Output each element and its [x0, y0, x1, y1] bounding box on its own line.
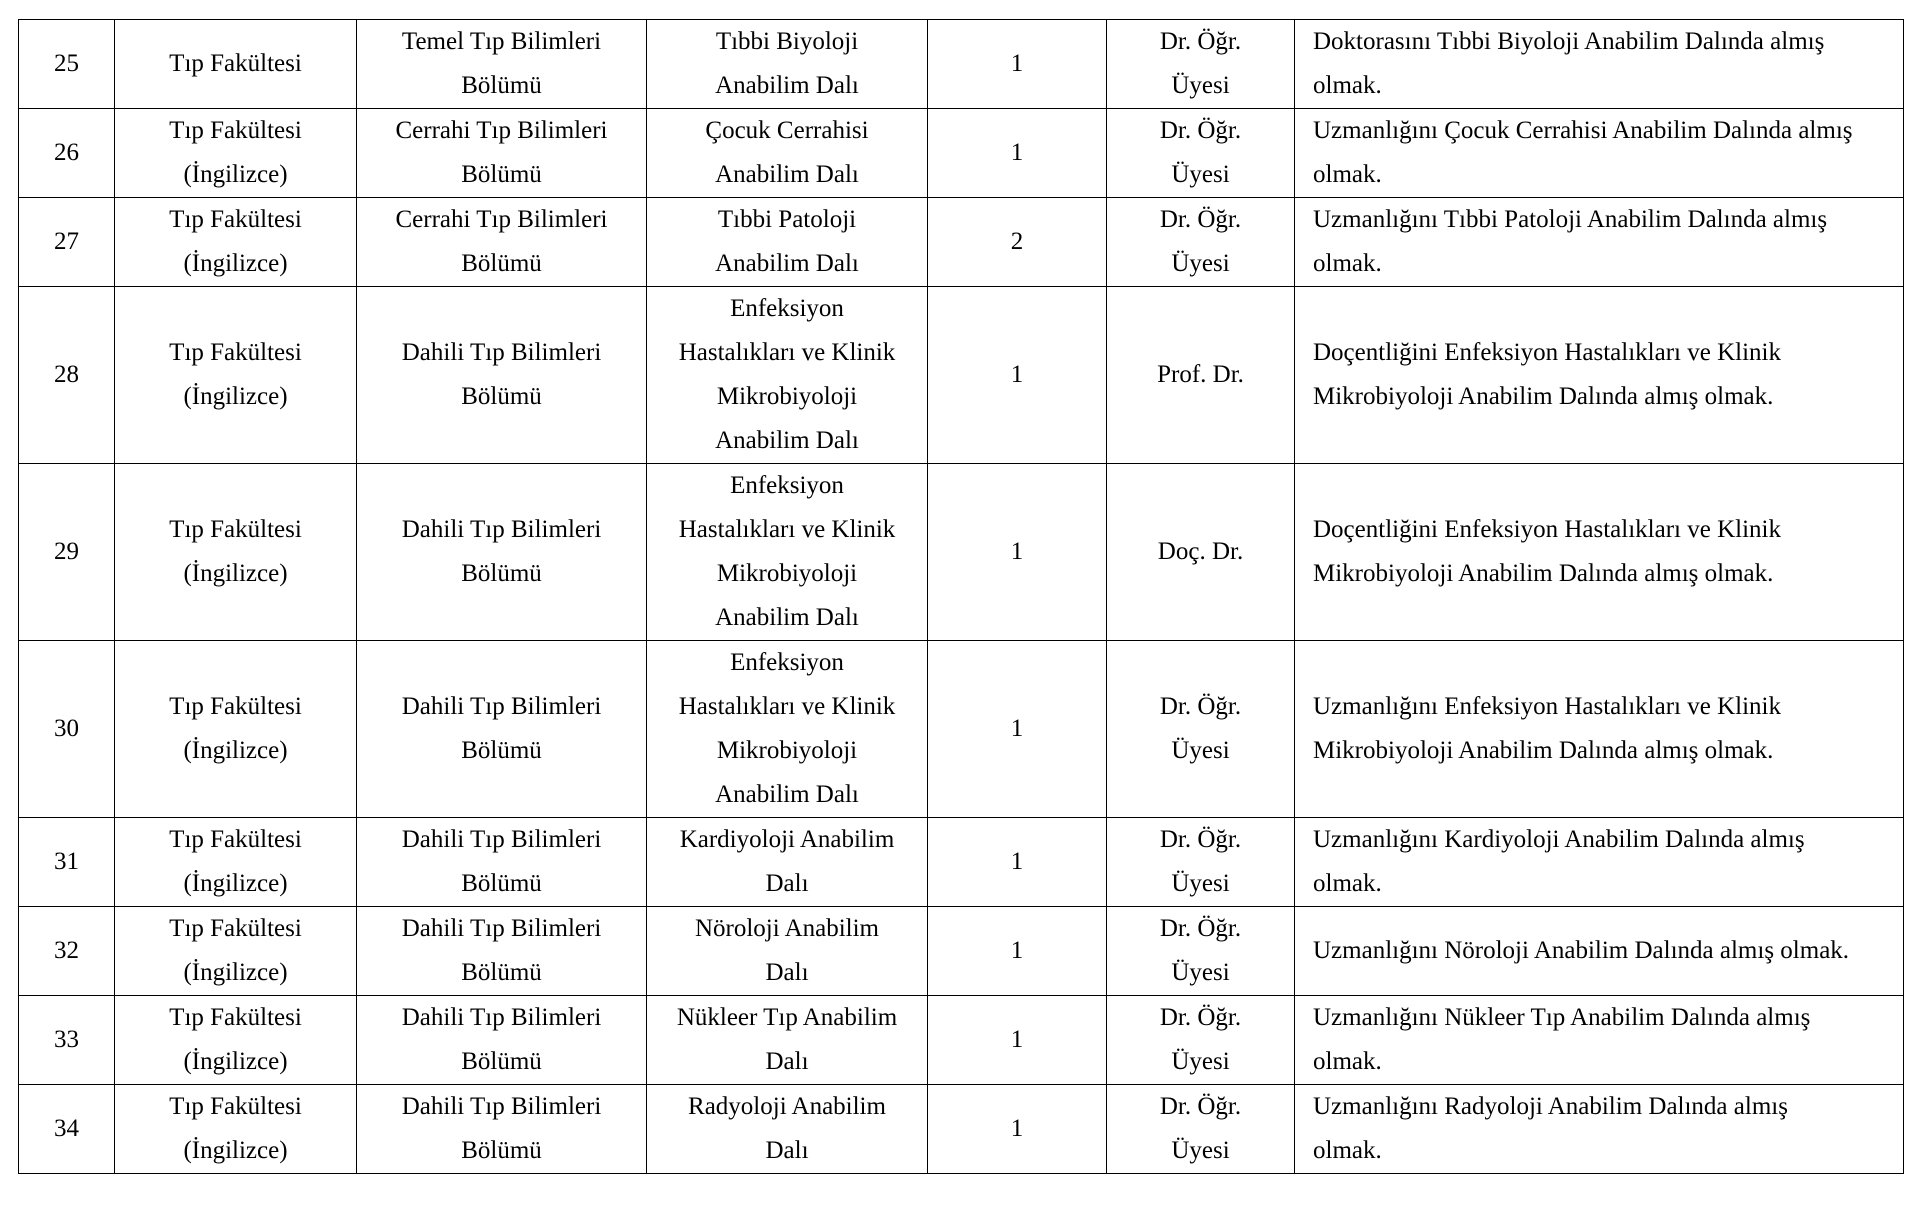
requirement-line: Uzmanlığını Nükleer Tıp Anabilim Dalında almış: [1313, 1004, 1811, 1031]
division-line: Dalı: [765, 1048, 809, 1075]
requirement-line: Uzmanlığını Radyoloji Anabilim Dalında almış: [1313, 1093, 1788, 1120]
requirement-line: olmak.: [1313, 1048, 1382, 1075]
division-cell: [647, 907, 928, 996]
division-cell: [647, 109, 928, 198]
row-number-value: 28: [54, 361, 79, 388]
requirement-line: olmak.: [1313, 72, 1382, 99]
department-line: Bölümü: [461, 72, 542, 99]
division-line: Hastalıkları ve Klinik: [678, 516, 896, 543]
position-count-cell: [928, 907, 1107, 996]
requirement-line: olmak.: [1313, 1137, 1382, 1164]
academic-title-line: Üyesi: [1171, 161, 1230, 188]
department-line: Dahili Tıp Bilimleri: [401, 339, 602, 366]
faculty-line: (İngilizce): [183, 737, 288, 764]
division-line: Radyoloji Anabilim: [688, 1093, 886, 1120]
division-cell: [647, 198, 928, 287]
requirement-cell: [1295, 109, 1904, 198]
requirement-line: olmak.: [1313, 870, 1382, 897]
table-row: [19, 818, 1904, 907]
department-cell: [357, 198, 647, 287]
requirement-line: olmak.: [1313, 250, 1382, 277]
position-count-value: 2: [1010, 228, 1024, 255]
academic-title-cell: [1107, 1085, 1295, 1174]
faculty-line: Tıp Fakültesi: [169, 206, 302, 233]
row-number-cell: [19, 109, 115, 198]
division-line: Mikrobiyoloji: [716, 737, 858, 764]
division-line: Çocuk Cerrahisi: [705, 117, 869, 144]
division-line: Mikrobiyoloji: [716, 560, 858, 587]
faculty-line: Tıp Fakültesi: [169, 826, 302, 853]
row-number-value: 31: [54, 848, 79, 875]
department-line: Temel Tıp Bilimleri: [401, 28, 602, 55]
department-line: Dahili Tıp Bilimleri: [401, 1093, 602, 1120]
faculty-line: (İngilizce): [183, 383, 288, 410]
academic-title-line: Üyesi: [1171, 1048, 1230, 1075]
division-line: Dalı: [765, 870, 809, 897]
position-count-cell: [928, 287, 1107, 464]
department-cell: [357, 20, 647, 109]
division-cell: [647, 818, 928, 907]
faculty-line: Tıp Fakültesi: [169, 1093, 302, 1120]
faculty-cell: [115, 464, 357, 641]
department-line: Dahili Tıp Bilimleri: [401, 1004, 602, 1031]
row-number-cell: [19, 996, 115, 1085]
division-cell: [647, 641, 928, 818]
requirement-line: Mikrobiyoloji Anabilim Dalında almış olmak.: [1313, 383, 1774, 410]
position-count-cell: [928, 1085, 1107, 1174]
department-line: Cerrahi Tıp Bilimleri: [395, 206, 608, 233]
department-line: Bölümü: [461, 870, 542, 897]
division-line: Anabilim Dalı: [715, 604, 859, 631]
requirement-line: olmak.: [1313, 161, 1382, 188]
row-number-value: 33: [54, 1026, 79, 1053]
requirement-line: Doçentliğini Enfeksiyon Hastalıkları ve Klinik: [1313, 516, 1781, 543]
requirement-cell: [1295, 907, 1904, 996]
table-row: [19, 109, 1904, 198]
row-number-cell: [19, 464, 115, 641]
requirement-line: Mikrobiyoloji Anabilim Dalında almış olmak.: [1313, 560, 1774, 587]
faculty-cell: [115, 1085, 357, 1174]
requirement-cell: [1295, 1085, 1904, 1174]
requirement-line: Uzmanlığını Enfeksiyon Hastalıkları ve Klinik: [1313, 693, 1781, 720]
requirement-line: Mikrobiyoloji Anabilim Dalında almış olmak.: [1313, 737, 1774, 764]
faculty-line: (İngilizce): [183, 560, 288, 587]
division-line: Enfeksiyon: [730, 649, 844, 676]
faculty-cell: [115, 20, 357, 109]
department-cell: [357, 464, 647, 641]
row-number-value: 30: [54, 715, 79, 742]
division-line: Hastalıkları ve Klinik: [678, 339, 896, 366]
academic-title-line: Dr. Öğr.: [1159, 826, 1242, 853]
academic-title-cell: [1107, 641, 1295, 818]
position-count-value: 1: [1010, 50, 1024, 77]
academic-title-cell: [1107, 907, 1295, 996]
position-count-cell: [928, 20, 1107, 109]
division-line: Dalı: [765, 959, 809, 986]
department-line: Dahili Tıp Bilimleri: [401, 516, 602, 543]
division-line: Mikrobiyoloji: [716, 383, 858, 410]
department-line: Bölümü: [461, 383, 542, 410]
division-cell: [647, 996, 928, 1085]
division-line: Dalı: [765, 1137, 809, 1164]
academic-title-line: Üyesi: [1171, 870, 1230, 897]
requirement-cell: [1295, 287, 1904, 464]
academic-title-line: Dr. Öğr.: [1159, 206, 1242, 233]
faculty-cell: [115, 996, 357, 1085]
faculty-line: (İngilizce): [183, 1048, 288, 1075]
academic-title-cell: [1107, 464, 1295, 641]
division-cell: [647, 287, 928, 464]
academic-title-line: Üyesi: [1171, 1137, 1230, 1164]
row-number-cell: [19, 818, 115, 907]
division-line: Kardiyoloji Anabilim: [679, 826, 895, 853]
division-line: Hastalıkları ve Klinik: [678, 693, 896, 720]
faculty-cell: [115, 287, 357, 464]
position-table: [18, 19, 1904, 1174]
table-row: [19, 20, 1904, 109]
academic-title-cell: [1107, 198, 1295, 287]
academic-title-cell: [1107, 287, 1295, 464]
row-number-cell: [19, 641, 115, 818]
requirement-line: Doçentliğini Enfeksiyon Hastalıkları ve Klinik: [1313, 339, 1781, 366]
row-number-value: 26: [54, 139, 79, 166]
row-number-cell: [19, 20, 115, 109]
faculty-line: (İngilizce): [183, 161, 288, 188]
table-row: [19, 198, 1904, 287]
requirement-cell: [1295, 198, 1904, 287]
academic-title-line: Üyesi: [1171, 72, 1230, 99]
department-line: Bölümü: [461, 250, 542, 277]
division-line: Anabilim Dalı: [715, 161, 859, 188]
requirement-cell: [1295, 818, 1904, 907]
academic-title-line: Dr. Öğr.: [1159, 693, 1242, 720]
table-body: [19, 20, 1904, 1174]
department-cell: [357, 818, 647, 907]
requirement-line: Uzmanlığını Tıbbi Patoloji Anabilim Dalında almış: [1313, 206, 1828, 233]
requirement-cell: [1295, 464, 1904, 641]
position-count-value: 1: [1010, 538, 1024, 565]
division-cell: [647, 1085, 928, 1174]
department-cell: [357, 907, 647, 996]
academic-title-line: Dr. Öğr.: [1159, 915, 1242, 942]
faculty-line: Tıp Fakültesi: [169, 915, 302, 942]
division-line: Enfeksiyon: [730, 472, 844, 499]
division-line: Tıbbi Biyoloji: [715, 28, 859, 55]
division-line: Enfeksiyon: [730, 295, 844, 322]
faculty-line: (İngilizce): [183, 959, 288, 986]
division-cell: [647, 20, 928, 109]
row-number-value: 27: [54, 228, 79, 255]
academic-title-line: Üyesi: [1171, 737, 1230, 764]
position-count-cell: [928, 996, 1107, 1085]
requirement-line: Doktorasını Tıbbi Biyoloji Anabilim Dalında almış: [1313, 28, 1825, 55]
requirement-cell: [1295, 641, 1904, 818]
table-row: [19, 907, 1904, 996]
table-row: [19, 641, 1904, 818]
academic-title-line: Üyesi: [1171, 959, 1230, 986]
department-cell: [357, 641, 647, 818]
faculty-cell: [115, 907, 357, 996]
division-line: Nöroloji Anabilim: [694, 915, 880, 942]
position-count-value: 1: [1010, 139, 1024, 166]
division-cell: [647, 464, 928, 641]
row-number-cell: [19, 287, 115, 464]
faculty-cell: [115, 818, 357, 907]
academic-title-cell: [1107, 20, 1295, 109]
academic-title-line: Dr. Öğr.: [1159, 1004, 1242, 1031]
position-count-cell: [928, 464, 1107, 641]
table-row: [19, 996, 1904, 1085]
row-number-value: 32: [54, 937, 79, 964]
row-number-cell: [19, 907, 115, 996]
department-cell: [357, 109, 647, 198]
department-cell: [357, 1085, 647, 1174]
requirement-cell: [1295, 20, 1904, 109]
division-line: Anabilim Dalı: [715, 72, 859, 99]
academic-title-line: Prof. Dr.: [1157, 361, 1244, 388]
academic-title-cell: [1107, 109, 1295, 198]
faculty-cell: [115, 641, 357, 818]
faculty-cell: [115, 109, 357, 198]
department-line: Dahili Tıp Bilimleri: [401, 693, 602, 720]
position-count-value: 1: [1010, 1026, 1024, 1053]
position-count-cell: [928, 198, 1107, 287]
requirement-line: Uzmanlığını Çocuk Cerrahisi Anabilim Dalında almış: [1313, 117, 1853, 144]
division-line: Anabilim Dalı: [715, 427, 859, 454]
department-line: Bölümü: [461, 959, 542, 986]
academic-title-line: Dr. Öğr.: [1159, 117, 1242, 144]
academic-title-cell: [1107, 818, 1295, 907]
faculty-line: Tıp Fakültesi: [169, 117, 302, 144]
academic-title-line: Üyesi: [1171, 250, 1230, 277]
department-line: Dahili Tıp Bilimleri: [401, 915, 602, 942]
division-line: Anabilim Dalı: [715, 250, 859, 277]
position-count-value: 1: [1010, 361, 1024, 388]
department-line: Bölümü: [461, 1137, 542, 1164]
position-count-value: 1: [1010, 1115, 1024, 1142]
row-number-value: 34: [54, 1115, 79, 1142]
table-row: [19, 287, 1904, 464]
division-line: Anabilim Dalı: [715, 781, 859, 808]
faculty-line: Tıp Fakültesi: [169, 1004, 302, 1031]
row-number-value: 25: [54, 50, 79, 77]
requirement-cell: [1295, 996, 1904, 1085]
academic-title-line: Dr. Öğr.: [1159, 1093, 1242, 1120]
row-number-value: 29: [54, 538, 79, 565]
department-line: Bölümü: [461, 161, 542, 188]
position-count-cell: [928, 109, 1107, 198]
position-count-value: 1: [1010, 937, 1024, 964]
position-count-value: 1: [1010, 848, 1024, 875]
department-line: Bölümü: [461, 560, 542, 587]
position-count-cell: [928, 818, 1107, 907]
faculty-line: (İngilizce): [183, 250, 288, 277]
row-number-cell: [19, 1085, 115, 1174]
department-cell: [357, 287, 647, 464]
faculty-line: Tıp Fakültesi: [169, 50, 302, 77]
department-line: Dahili Tıp Bilimleri: [401, 826, 602, 853]
academic-title-line: Doç. Dr.: [1157, 538, 1244, 565]
department-line: Bölümü: [461, 737, 542, 764]
table-row: [19, 1085, 1904, 1174]
requirement-line: Uzmanlığını Nöroloji Anabilim Dalında almış olmak.: [1313, 937, 1850, 964]
department-cell: [357, 996, 647, 1085]
requirement-line: Uzmanlığını Kardiyoloji Anabilim Dalında almış: [1313, 826, 1805, 853]
position-count-cell: [928, 641, 1107, 818]
academic-title-cell: [1107, 996, 1295, 1085]
table-row: [19, 464, 1904, 641]
department-line: Cerrahi Tıp Bilimleri: [395, 117, 608, 144]
faculty-line: Tıp Fakültesi: [169, 339, 302, 366]
division-line: Nükleer Tıp Anabilim: [676, 1004, 898, 1031]
academic-title-line: Dr. Öğr.: [1159, 28, 1242, 55]
faculty-line: (İngilizce): [183, 1137, 288, 1164]
division-line: Tıbbi Patoloji: [717, 206, 857, 233]
faculty-line: Tıp Fakültesi: [169, 516, 302, 543]
faculty-line: (İngilizce): [183, 870, 288, 897]
faculty-cell: [115, 198, 357, 287]
row-number-cell: [19, 198, 115, 287]
department-line: Bölümü: [461, 1048, 542, 1075]
faculty-line: Tıp Fakültesi: [169, 693, 302, 720]
position-count-value: 1: [1010, 715, 1024, 742]
